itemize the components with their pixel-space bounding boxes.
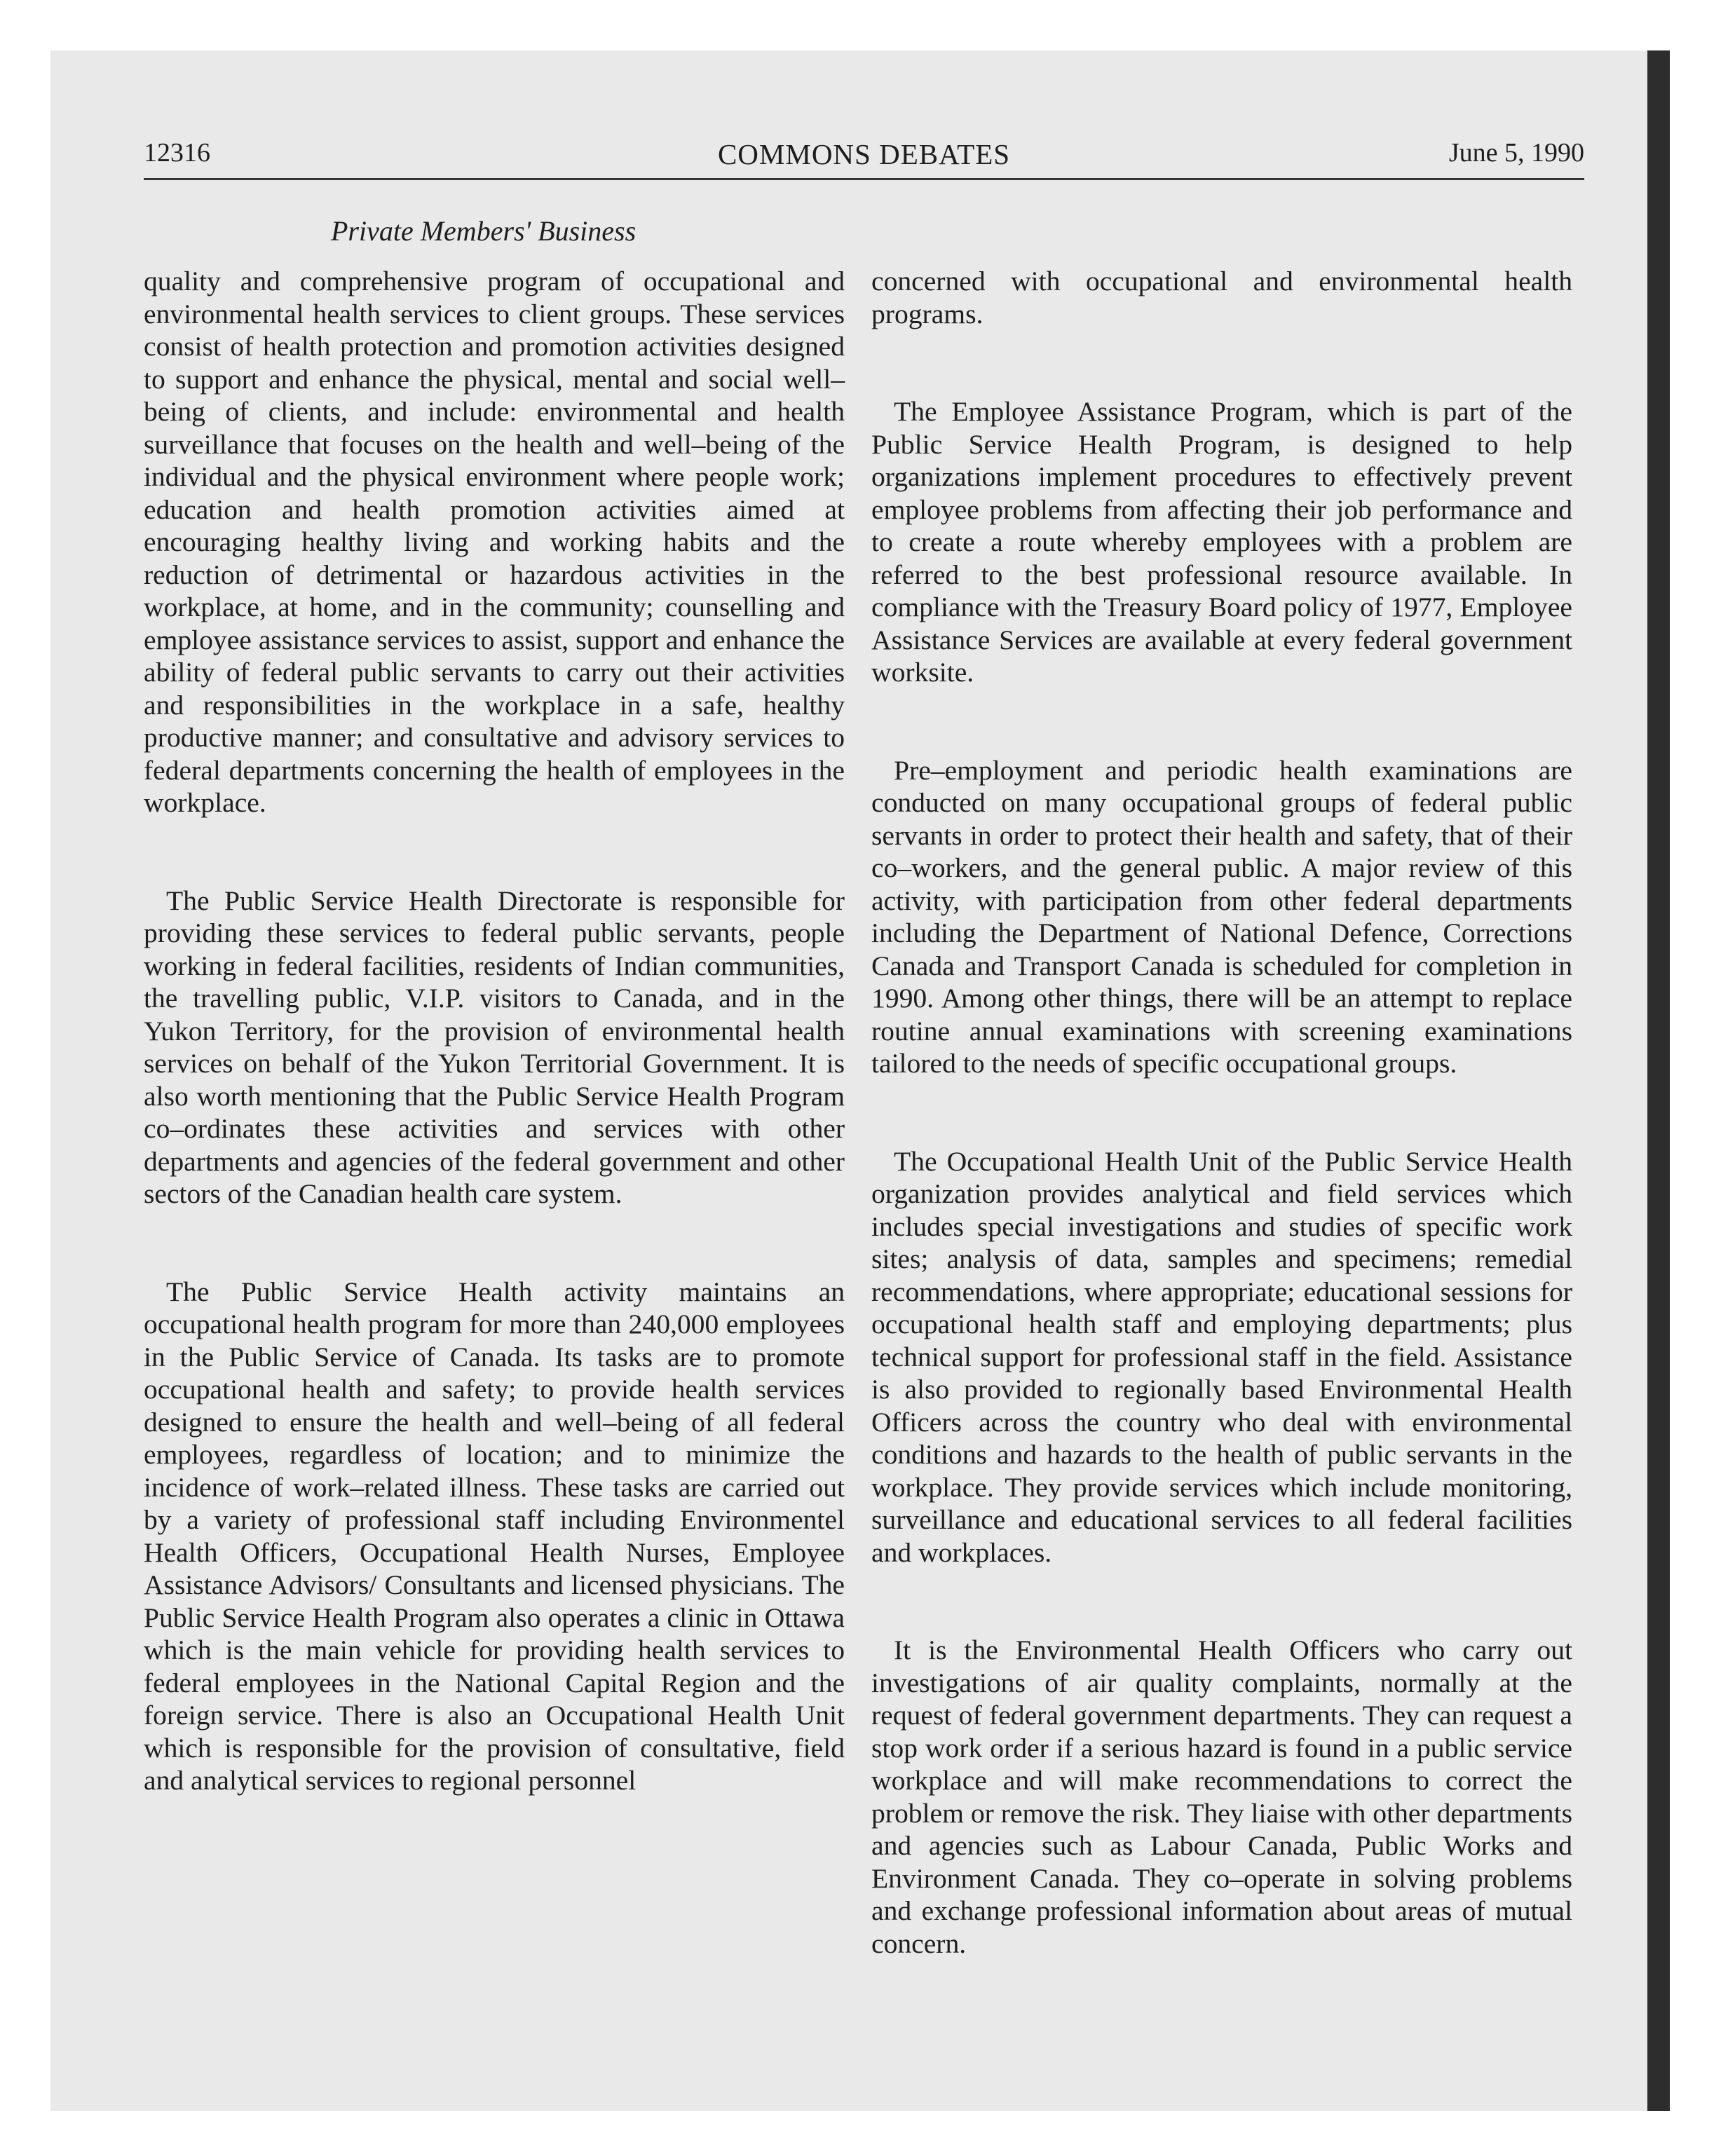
page-date: June 5, 1990	[1448, 138, 1584, 168]
right-paragraph-1: concerned with occupational and environmental health programs.	[871, 266, 1572, 329]
scan-edge-shadow	[1647, 50, 1670, 2111]
page-number: 12316	[144, 138, 210, 168]
left-column	[144, 265, 845, 1797]
left-paragraph-3: The Public Service Health activity maintains an occupational health program for more than 240,000 employees in the Public Service of Canada. Its tasks are to promote occupational health and safety; to provide health services designed to ensure the health and well–being of all federal employees, regardless of location; and to minimize the incidence of work–related illness. These tasks are carried out by a variety of professional staff including Environmentel Health Officers, Occupational Health Nurses, Employee Assistance Advisors/ Consultants and licensed physicians. The Public Service Health Program also operates a clinic in Ottawa which is the main vehicle for providing health services to federal employees in the National Capital Region and the foreign service. There is also an Occupational Health Unit which is responsible for the provision of consultative, field and analytical services to regional personnel	[144, 1276, 845, 1796]
left-paragraph-2: The Public Service Health Directorate is responsible for providing these services to federal public servants, people working in federal facilities, residents of Indian communities, the travelling public, V.I.P. visitors to Canada, and in the Yukon Territory, for the provision of environmental health services on behalf of the Yukon Territorial Government. It is also worth mentioning that the Public Service Health Program co–ordinates these activities and services with other departments and agencies of the federal government and other sectors of the Canadian health care system.	[144, 885, 845, 1209]
right-paragraph-5: It is the Environmental Health Officers who carry out investigations of air quality complaints, normally at the request of federal government departments. They can request a stop work order if a serious hazard is found in a public service workplace and will make recommendations to correct the problem or remove the risk. They liaise with other departments and agencies such as Labour Canada, Public Works and Environment Canada. They co–operate in solving problems and exchange professional information about areas of mutual concern.	[871, 1635, 1572, 1959]
journal-title: COMMONS DEBATES	[717, 138, 1011, 170]
right-paragraph-4: The Occupational Health Unit of the Public Service Health organization provides analytical and field services which includes special investigations and studies of specific work sites; analysis of data, samples and specimens; remedial recommendations, where appropriate; educational sessions for occupational health staff and employing departments; plus technical support for professional staff in the field. Assistance is also provided to regionally based Environmental Health Officers across the country who deal with environmental conditions and hazards to the health of public servants in the workplace. They provide services which include monitoring, surveillance and educational services to all federal facilities and workplaces.	[871, 1145, 1572, 1568]
left-paragraph-1: quality and comprehensive program of occupational and environmental health services to client groups. These services consist of health protection and promotion activities designed to support and enhance the physical, mental and social well–being of clients, and include: environmental and health surveillance that focuses on the health and well–being of the individual and the physical environment where people work; education and health promotion activities aimed at encouraging healthy living and working habits and the reduction of detrimental or hazardous activities in the workplace, at home, and in the community; counselling and employee assistance services to assist, support and enhance the ability of federal public servants to carry out their activities and responsibilities in the workplace in a safe, healthy productive manner; and consultative and advisory services to federal departments concerning the health of employees in the workplace.	[144, 266, 845, 818]
right-paragraph-3: Pre–employment and periodic health examinations are conducted on many occupational groups of federal public servants in order to protect their health and safety, that of their co–workers, and the general public. A major review of this activity, with participation from other federal departments including the Department of National Defence, Corrections Canada and Transport Canada is scheduled for completion in 1990. Among other things, there will be an attempt to replace routine annual examinations with screening examinations tailored to the needs of specific occupational groups.	[871, 754, 1572, 1079]
section-heading: Private Members' Business	[331, 215, 637, 247]
running-header	[144, 137, 1584, 179]
header-rule	[144, 178, 1584, 180]
right-column	[871, 265, 1572, 1960]
right-paragraph-2: The Employee Assistance Program, which is part of the Public Service Health Program, is designed to help organizations implement procedures to effectively prevent employee problems from affecting their job performance and to create a route whereby employees with a problem are referred to the best professional resource available. In compliance with the Treasury Board policy of 1977, Employee Assistance Services are available at every federal government worksite.	[871, 396, 1572, 688]
